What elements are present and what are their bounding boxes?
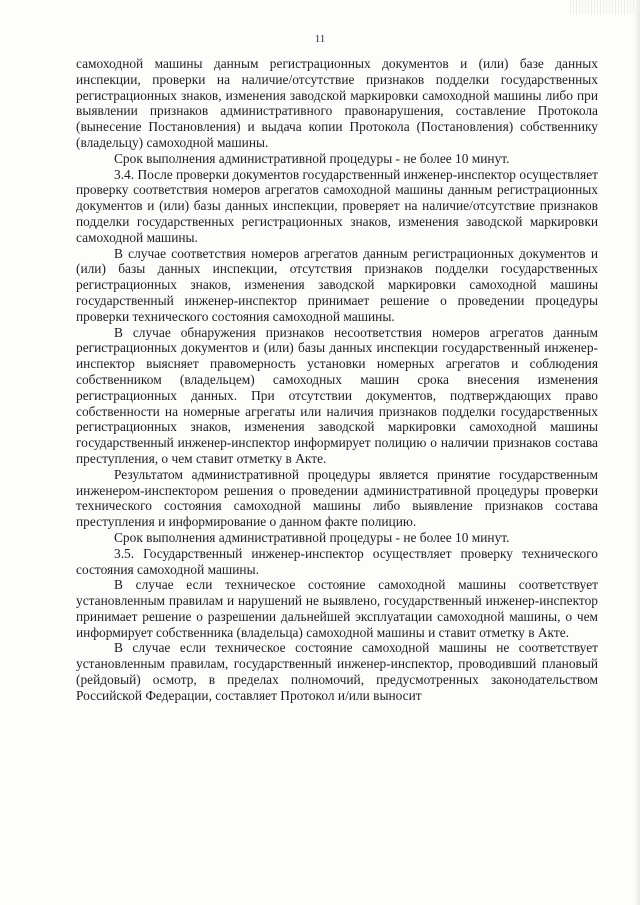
paragraph-continuation: самоходной машины данным регистрационных документов и (или) базе данных инспекции, проверки на наличие/отсутствие признаков подделки государственных регистрационных знаков, изменения заводской маркировки самоходной машины либо при выявлении признаков административного правонарушения, составление Протокола (вынесение Постановления) и выдача копии Протокола (Постановления) собственнику (владельцу) самоходной машины. — [76, 56, 598, 150]
paragraph-deadline: Срок выполнения административной процедуры - не более 10 минут. — [114, 529, 510, 545]
paragraph-3-4: 3.4. После проверки документов государственный инженер-инспектор осуществляет проверку соответствия номеров агрегатов самоходной машины данным регистрационных документов и (или) базы данных инспекции, проверяет на наличие/отсутствие признаков подделки государственных регистрационных знаков, изменения заводской маркировки самоходной машины. — [76, 166, 598, 245]
paragraph-result: Результатом административной процедуры является принятие государственным инженером-инспектором решения о проведении административной процедуры проверки технического состояния самоходной машины либо выявление признаков состава преступления и информирование о данном факте полицию. — [76, 466, 598, 530]
scan-artifact — [570, 0, 640, 14]
page-number: 11 — [314, 33, 326, 45]
paragraph-compliant-case: В случае если техническое состояние самоходной машины соответствует установленным правилам и нарушений не выявлено, государственный инженер-инспектор принимает решение о разрешении дальнейшей эксплуатации самоходной машины, о чем информирует собственника (владельца) самоходной машины и ставит отметку в Акте. — [76, 577, 598, 640]
paragraph-mismatch-case: В случае обнаружения признаков несоответствия номеров агрегатов данным регистрационных документов и (или) базы данных инспекции государственный инженер-инспектор выясняет правомерность установки номерных агрегатов и соблюдения собственником (владельцем) самоходных машин срока внесения изменения регистрационных данных. При отсутствии документов, подтверждающих право собственности на номерные агрегаты или наличия признаков подделки государственных регистрационных знаков, изменения заводской маркировки самоходной машины государственный инженер-инспектор информирует полицию о наличии признаков состава преступления, о чем ставит отметку в Акте. — [76, 324, 598, 466]
paragraph-deadline: Срок выполнения административной процедуры - не более 10 минут. — [114, 150, 510, 166]
paragraph-3-5: 3.5. Государственный инженер-инспектор осуществляет проверку технического состояния самоходной машины. — [76, 545, 598, 577]
scan-edge-shadow — [634, 0, 640, 905]
paragraph-match-case: В случае соответствия номеров агрегатов данным регистрационных документов и (или) базы данных инспекции, отсутствия признаков подделки государственных регистрационных знаков, изменения заводской маркировки самоходной машины государственный инженер-инспектор принимает решение о проведении процедуры проверки технического состояния самоходной машины. — [76, 245, 598, 324]
document-body — [76, 56, 598, 704]
paragraph-noncompliant-case: В случае если техническое состояние самоходной машины не соответствует установленным правилам, государственный инженер-инспектор, проводивший плановый (рейдовый) осмотр, в пределах полномочий, предусмотренных законодательством Российской Федерации, составляет Протокол и/или выносит — [76, 640, 598, 703]
